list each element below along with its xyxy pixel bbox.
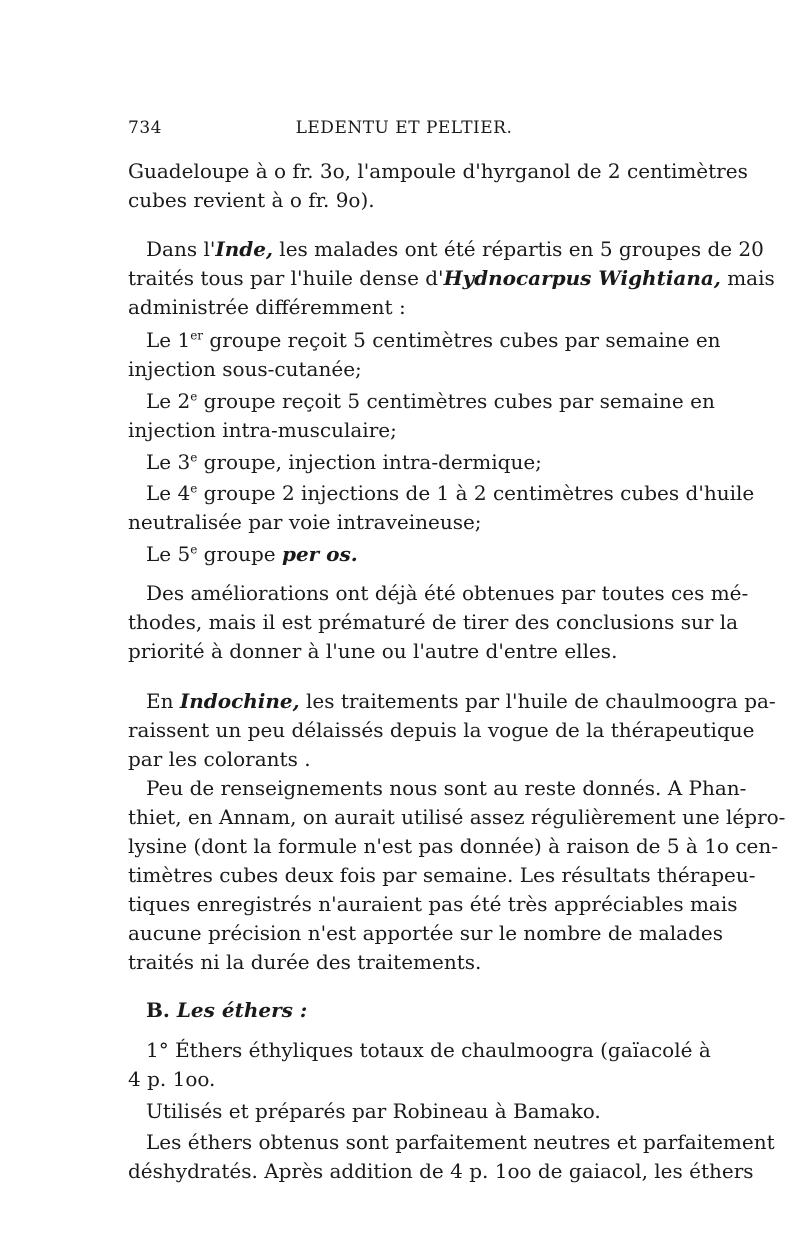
text-line: 4 p. 1oo. xyxy=(128,1067,216,1091)
text-line: Le 4e groupe 2 injections de 1 à 2 centimètres cubes d'huile xyxy=(146,481,755,505)
running-head: LEDENTU ET PELTIER. xyxy=(295,118,513,138)
text-line: thiet, en Annam, on aurait utilisé assez régulièrement une lépro- xyxy=(128,805,786,829)
text-line: cubes revient à o fr. 9o). xyxy=(128,188,375,212)
text-line: Le 1er groupe reçoit 5 centimètres cubes par semaine en xyxy=(146,328,721,352)
text-line: Dans l'Inde, les malades ont été répartis en 5 groupes de 20 xyxy=(146,237,764,261)
text-line: administrée différemment : xyxy=(128,295,406,319)
text-line: injection intra-musculaire; xyxy=(128,418,397,442)
text-line: Utilisés et préparés par Robineau à Bamako. xyxy=(146,1099,601,1123)
text-line: thodes, mais il est prématuré de tirer des conclusions sur la xyxy=(128,610,739,634)
page-number: 734 xyxy=(128,118,162,138)
text-line: injection sous-cutanée; xyxy=(128,357,362,381)
text-line: lysine (dont la formule n'est pas donnée) à raison de 5 à 1o cen- xyxy=(128,834,778,858)
text-line: traités ni la durée des traitements. xyxy=(128,950,482,974)
text-line: raissent un peu délaissés depuis la vogue de la thérapeutique xyxy=(128,718,755,742)
text-line: aucune précision n'est apportée sur le nombre de malades xyxy=(128,921,723,945)
text-line: En Indochine, les traitements par l'huile de chaulmoogra pa- xyxy=(146,689,776,713)
section-heading: B. Les éthers : xyxy=(146,998,308,1022)
text-line: timètres cubes deux fois par semaine. Les résultats thérapeu- xyxy=(128,863,756,887)
text-line: Les éthers obtenus sont parfaitement neutres et parfaitement xyxy=(146,1130,775,1154)
text-line: par les colorants . xyxy=(128,747,311,771)
text-line: Le 3e groupe, injection intra-dermique; xyxy=(146,450,542,474)
text-line: tiques enregistrés n'auraient pas été très appréciables mais xyxy=(128,892,738,916)
text-line: Des améliorations ont déjà été obtenues par toutes ces mé- xyxy=(146,581,749,605)
text-line: déshydratés. Après addition de 4 p. 1oo de gaiacol, les éthers xyxy=(128,1159,754,1183)
text-line: priorité à donner à l'une ou l'autre d'entre elles. xyxy=(128,639,618,663)
text-line: Le 2e groupe reçoit 5 centimètres cubes par semaine en xyxy=(146,389,715,413)
page-header xyxy=(128,118,680,142)
text-line: 1° Éthers éthyliques totaux de chaulmoogra (gaïacolé à xyxy=(146,1038,711,1062)
text-line: traités tous par l'huile dense d'Hydnocarpus Wightiana, mais xyxy=(128,266,775,290)
text-line: Guadeloupe à o fr. 3o, l'ampoule d'hyrganol de 2 centimètres xyxy=(128,159,748,183)
text-line: neutralisée par voie intraveineuse; xyxy=(128,510,482,534)
text-line: Le 5e groupe per os. xyxy=(146,542,358,566)
text-line: Peu de renseignements nous sont au reste donnés. A Phan- xyxy=(146,776,747,800)
